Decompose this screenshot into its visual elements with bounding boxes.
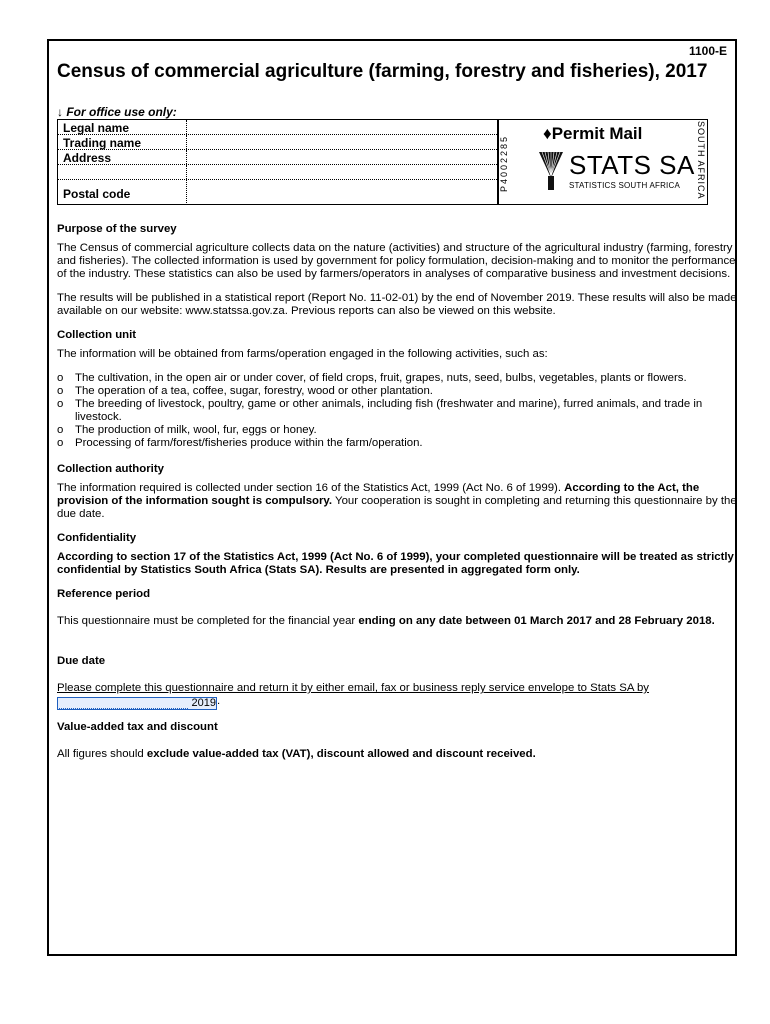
- permit-diamond-icon: ♦: [543, 124, 552, 143]
- stats-sa-logo-text: STATS SA: [569, 150, 695, 180]
- reference-period-paragraph: This questionnaire must be completed for the financial year ending on any date between 01 March 2017 and 28 February 2018.: [57, 615, 715, 627]
- list-item: o The cultivation, in the open air or under cover, of field crops, fruit, grapes, nuts, seed, bulbs, vegetables, plants or flowers.: [57, 372, 737, 385]
- office-row-address: [58, 150, 497, 165]
- vat-heading: Value-added tax and discount: [57, 721, 218, 733]
- postal-code-field[interactable]: [186, 180, 497, 205]
- activity-list: [57, 372, 737, 450]
- list-item: o The operation of a tea, coffee, sugar, forestry, wood or other plantation.: [57, 385, 737, 398]
- arrow-down-icon: ↓: [57, 105, 63, 119]
- address-field-2[interactable]: [186, 165, 497, 179]
- permit-mail-title: ♦Permit Mail: [543, 124, 643, 143]
- address-field-1[interactable]: [186, 150, 497, 164]
- stats-sa-logo-subtext: STATISTICS SOUTH AFRICA: [569, 181, 680, 190]
- stats-sa-brush-icon: [537, 148, 565, 192]
- page-title: Census of commercial agriculture (farming, forestry and fisheries), 2017: [57, 61, 708, 82]
- office-row-legal-name: [58, 120, 497, 135]
- list-item: o The production of milk, wool, fur, eggs or honey.: [57, 424, 737, 437]
- vat-paragraph: All figures should exclude value-added tax (VAT), discount allowed and discount received.: [57, 748, 536, 760]
- confidentiality-heading: Confidentiality: [57, 532, 137, 544]
- collection-unit-intro: The information will be obtained from farms/operation engaged in the following activities, such as:: [57, 348, 548, 360]
- south-africa-vertical-text: SOUTH AFRICA: [696, 121, 706, 200]
- reference-period-heading: Reference period: [57, 588, 151, 600]
- list-item: o Processing of farm/forest/fisheries produce within the farm/operation.: [57, 437, 737, 450]
- due-date-paragraph: Please complete this questionnaire and return it by either email, fax or business reply service envelope to Stats SA by 2019.: [57, 682, 649, 709]
- legal-name-field[interactable]: [186, 120, 497, 134]
- office-row-address-2: [58, 165, 497, 180]
- permit-mail-box: [498, 119, 708, 205]
- office-label-trading-name: Trading name: [63, 136, 142, 150]
- due-date-heading: Due date: [57, 655, 106, 667]
- form-code: 1100-E: [688, 44, 727, 58]
- office-use-label: ↓ For office use only:: [57, 105, 177, 119]
- list-item: o The breeding of livestock, poultry, game or other animals, including fish (freshwater and marine), furred animals, and trade in livestock.: [57, 398, 737, 424]
- instructions-body: [57, 223, 737, 767]
- collection-unit-heading: Collection unit: [57, 329, 137, 341]
- permit-number: P4002285: [499, 134, 509, 192]
- confidentiality-paragraph: According to section 17 of the Statistics Act, 1999 (Act No. 6 of 1999), your completed questionnaire will be treated as strictly confidential by Statistics South Africa (Stats SA). Results are presented in aggregated form only.: [57, 551, 734, 576]
- trading-name-field[interactable]: [186, 135, 497, 149]
- questionnaire-page: [47, 39, 737, 956]
- office-label-postal-code: Postal code: [63, 187, 131, 201]
- office-use-table: [57, 119, 498, 205]
- authority-heading: Collection authority: [57, 463, 164, 475]
- office-row-trading-name: [58, 135, 497, 150]
- purpose-paragraph-2: The results will be published in a statistical report (Report No. 11-02-01) by the end of November 2019. These results will also be made available on our website: www.statssa.gov.za. Previous reports can also be viewed on this website.: [57, 292, 737, 317]
- office-label-legal-name: Legal name: [63, 121, 130, 135]
- authority-paragraph: The information required is collected under section 16 of the Statistics Act, 1999 (Act No. 6 of 1999). According to the Act, the provision of the information sought is compulsory. Your cooperation is sought in completing and returning this questionnaire by the due date.: [57, 482, 737, 520]
- due-date-dots: [59, 708, 188, 709]
- office-label-address: Address: [63, 151, 112, 165]
- office-row-postal-code: [58, 180, 497, 205]
- purpose-paragraph-1: The Census of commercial agriculture collects data on the nature (activities) and structure of the agricultural industry (farming, forestry and fisheries). The collected information is used by government for policy formulation, decision-making and to monitor the performance of the industry. These statistics can also be used by farmers/operators in analyses of comparative business and investment decisions.: [57, 242, 736, 280]
- purpose-heading: Purpose of the survey: [57, 223, 177, 235]
- due-date-field[interactable]: 2019: [57, 697, 217, 710]
